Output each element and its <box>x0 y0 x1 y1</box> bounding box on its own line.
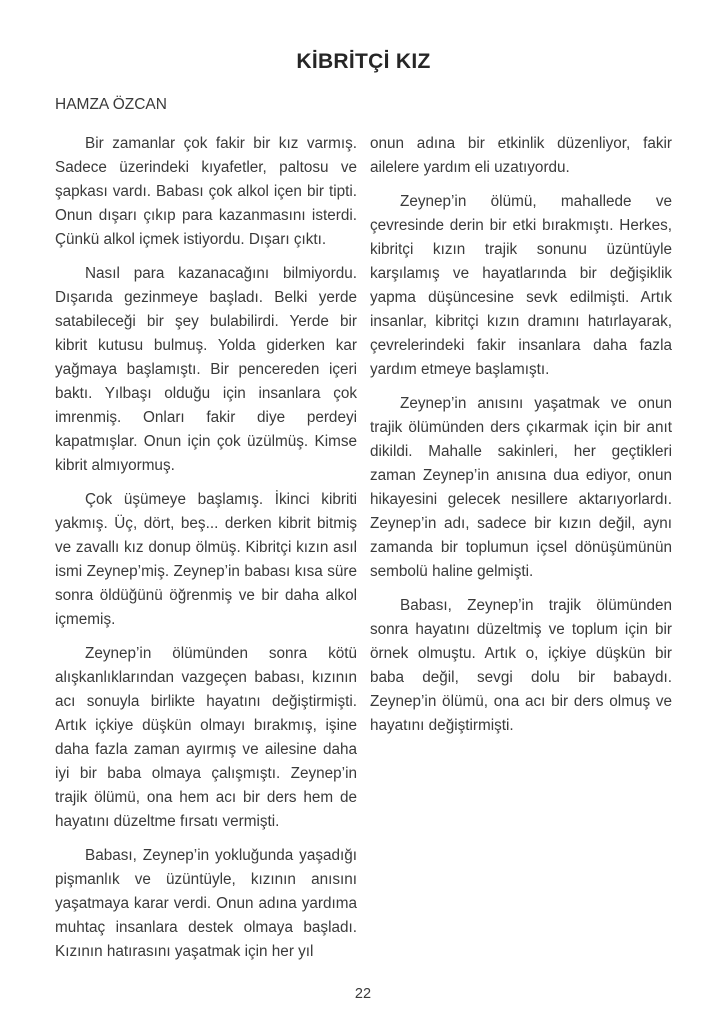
paragraph: Zeynep’in ölümü, mahallede ve çevresinde derin bir etki bırakmıştı. Herkes, kibritçi kızın trajik sonunu üzüntüyle karşılamış ve hayatlarında bir değişiklik yapma düşüncesine sevk edilmişti. Artık insanlar, kibritçi kızın dramını hatırlayarak, çevrelerindeki fakir insanlara daha fazla yardım etmeye başlamıştı. <box>370 193 672 378</box>
paragraph: Nasıl para kazanacağını bilmiyordu. Dışarıda gezinmeye başladı. Belki yerde satabileceği bir şey bulabilirdi. Yerde bir kibrit kutusu bulmuş. Yolda giderken kar yağmaya başlamıştı. Bir pencereden içeri baktı. Yılbaşı olduğu için insanlara çok imrenmiş. Onları fakir diye perdeyi kapatmışlar. Onun için çok üzülmüş. Kimse kibrit almıyormuş. <box>55 265 357 474</box>
page-title: KİBRİTÇİ KIZ <box>296 50 431 73</box>
paragraph: Çok üşümeye başlamış. İkinci kibriti yakmış. Üç, dört, beş... derken kibrit bitmiş ve zavallı kız donup ölmüş. Kibritçi kızın asıl ismi Zeynep’miş. Zeynep’in babası kısa süre sonra öldüğünü öğrenmiş ve bir daha alkol içmemiş. <box>55 491 357 628</box>
right-column <box>370 132 672 974</box>
author-name: HAMZA ÖZCAN <box>55 96 167 113</box>
paragraph: Zeynep’in ölümünden sonra kötü alışkanlıklarından vazgeçen babası, kızının acı sonuyla birlikte hayatını değiştirmişti. Artık içkiye düşkün olmayı bırakmış, işine daha fazla zaman ayırmış ve ailesine daha iyi bir baba olmaya çalışmıştı. Zeynep’in trajik ölümü, ona hem acı bir ders hem de hayatını düzeltme fırsatı vermişti. <box>55 645 357 830</box>
paragraph: Babası, Zeynep’in trajik ölümünden sonra hayatını düzeltmiş ve toplum için bir örnek olmuştu. Artık o, içkiye düşkün bir baba değil, sevgi dolu bir babaydı. Zeynep’in ölümü, ona acı bir ders olmuş ve hayatını değiştirmişti. <box>370 597 672 734</box>
paragraph: Babası, Zeynep’in yokluğunda yaşadığı pişmanlık ve üzüntüyle, kızının anısını yaşatmaya karar verdi. Onun adına yardıma muhtaç insanlara destek olmaya başladı. Kızının hatırasını yaşatmak için her yıl <box>55 847 357 960</box>
page-number: 22 <box>354 986 372 1002</box>
paragraph-continuation: onun adına bir etkinlik düzenliyor, fakir ailelere yardım eli uzatıyordu. <box>370 135 672 176</box>
text-columns <box>55 132 672 974</box>
left-column <box>55 132 357 974</box>
paragraph: Bir zamanlar çok fakir bir kız varmış. Sadece üzerindeki kıyafetler, paltosu ve şapkası vardı. Babası çok alkol içen bir tipti. Onun dışarı çıkıp para kazanmasını isterdi. Çünkü alkol içmek istiyordu. Dışarı çıktı. <box>55 135 357 248</box>
paragraph: Zeynep’in anısını yaşatmak ve onun trajik ölümünden ders çıkarmak için bir anıt dikildi. Mahalle sakinleri, her geçtikleri zaman Zeynep’in anısına dua ediyor, onun hikayesini gelecek nesillere aktarıyorlardı. Zeynep’in adı, sadece bir kızın değil, aynı zamanda bir toplumun içsel dönüşümünün sembolü haline gelmişti. <box>370 395 672 580</box>
